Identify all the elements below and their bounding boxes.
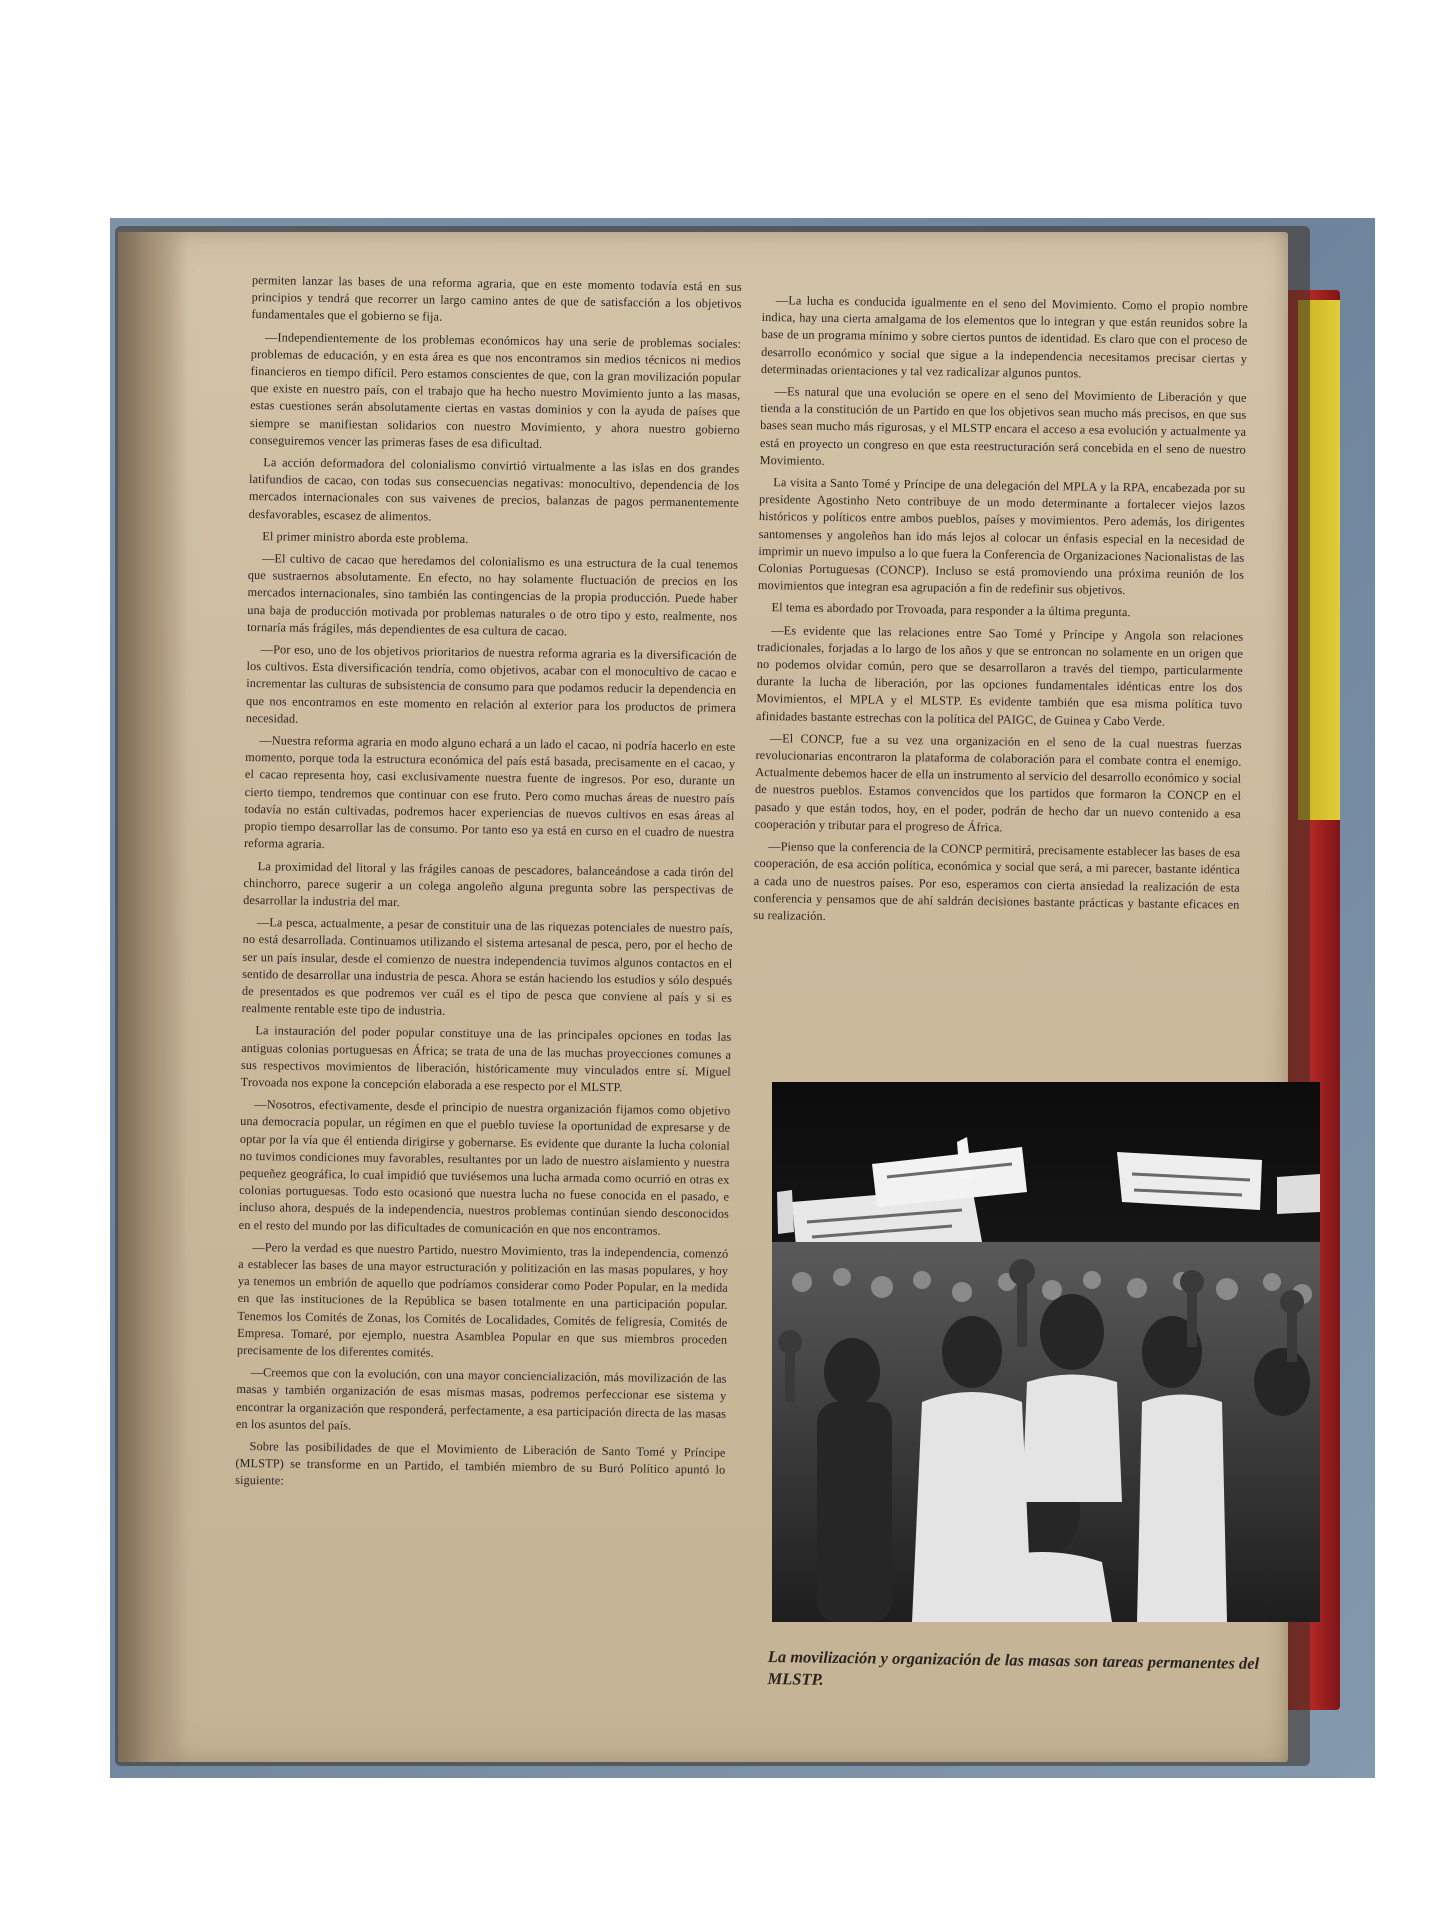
paragraph: —Por eso, uno de los objetivos prioritarios de nuestra reforma agraria es la diversificación de los cultivos. Esta diversificación tendría, como objetivos, acabar con el monocultivo de cacao e incrementar las culturas de subsistencia de consumo para que podamos reducir la dependencia en que nos encontramos en este momento en relación al exterior para los productos de primera necesidad.	[245, 642, 737, 726]
banner	[1277, 1174, 1320, 1214]
banner	[777, 1190, 794, 1234]
paragraph: —Es evidente que las relaciones entre Sao Tomé y Príncipe y Angola son relaciones tradicionales, forjadas a lo largo de los años y que se entroncan no solamente en un origen que no podemos olvidar común, pero que se desarrollaron a través del tiempo, particularmente durante la lucha de liberación, por las opciones fundamentales idénticas entre los dos Movimientos, el MPLA y el MLSTP. Es evidente también que esa misma política tuvo afinidades bastante estrechas con la política del PAIGC, de Guinea y Cabo Verde.	[755, 622, 1244, 729]
paragraph: La acción deformadora del colonialismo convirtió virtualmente a las islas en dos grandes latifundios de cacao, con todas sus consecuencias negativas: monocultivo, dependencia de los mercados internacionales con sus vaivenes de precios, balanzas de pagos permanentemente desfavorables, escasez de alimentos.	[248, 455, 740, 524]
white-shirts	[912, 1375, 1227, 1623]
paragraph: —Es natural que una evolución se opere en el seno del Movimiento de Liberación y que tienda a la constitución de un Partido en que los objetivos sean mucho más precisos, en que sus bases sean mucho más rigurosas, y el MLSTP encara el acceso a esa evolución y actualmente ya está en proyecto un congreso en que esta reestructuración será concebida en el seno de nuestro Movimiento.	[759, 384, 1247, 468]
paragraph: —El CONCP, fue a su vez una organización en el seno de la cual nuestras fuerzas revolucionarias encontraron la plataforma de colaboración para el combate contra el enemigo. Actualmente debemos hacer de ella un instrumento al servicio del desarrollo económico y social de nuestros pueblos. Estamos convencidos que los partidos que formaron la CONCP en el pasado y que están todos, hoy, en el poder, podrán de hecho dar un nuevo contenido a esa cooperación y tributar para el progreso de África.	[754, 731, 1242, 835]
paragraph: La proximidad del litoral y las frágiles canoas de pescadores, balanceándose a cada tirón del chinchorro, parece sugerir a un colega angoleño alguna pregunta sobre las perspectivas de desarrollar la industria del mar.	[243, 858, 734, 910]
page-gutter	[118, 232, 188, 1762]
article-left-column	[232, 272, 742, 1709]
paragraph: La visita a Santo Tomé y Príncipe de una delegación del MPLA y la RPA, encabezada por su presidente Agostinho Neto contribuye de un modo determinante a fortalecer viejos lazos históricos y políticos entre ambos pueblos, países y movimientos. Pero además, los dirigentes santomenses y angoleños han ido más lejos al colocar un énfasis especial en la necesidad de imprimir un nuevo impulso a lo que fuera la Conferencia de Organizaciones Nacionalistas de las Colonias Portuguesas (CONCP). Incluso se está promoviendo una próxima reunión de los movimientos que integran esa agrupación a fin de redefinir sus objetivos.	[757, 475, 1246, 598]
photo-caption: La movilización y organización de las masas son tareas permanentes del MLSTP.	[767, 1646, 1260, 1689]
paragraph: —La lucha es conducida igualmente en el seno del Movimiento. Como el propio nombre indica, hay una cierta amalgama de los elementos que lo integran y que están reunidos sobre la base de un programa mínimo y sobre ciertos puntos de identidad. Es claro que con el proceso de desarrollo económico y social que sigue a la independencia necesitamos precisar ciertas y determinadas orientaciones y tal vez radicalizar algunos puntos.	[760, 293, 1248, 381]
paragraph: —Nosotros, efectivamente, desde el principio de nuestra organización fijamos como objetivo una democracia popular, un régimen en que el pueblo tuviese la oportunidad de expresarse y de optar por la vía que él entienda dirigirse y gobernarse. Es evidente que durante la lucha colonial no tuvimos condiciones muy favorables, resultantes por un lado de nuestro aislamiento y nuestra pequeñez geográfica, lo cual impidió que tuviésemos una lucha armada como ocurrió en otras ex colonias portuguesas. Todo esto ocasionó que nuestra lucha no fuese conocida en el pasado, e incluso ahora, después de la independencia, nuestros problemas continúan siendo desconocidos en el resto del mundo por las dificultades de comunicación en que nos encontramos.	[238, 1097, 731, 1238]
article-right-column	[751, 292, 1248, 1069]
paragraph: —Independientemente de los problemas económicos hay una serie de problemas sociales: problemas de educación, y en esta área es que nos encontramos sin medios técnicos ni medios financieros en tiempo difícil. Pero estamos conscientes de que, con la gran movilización popular que existe en nuestro país, con el trabajo que ha hecho nuestro Movimiento junto a las masas, estas cuestiones serán absolutamente ciertas en vastas dominios y con la ayuda de países que siempre se manifiestan solidarios con nuestro Movimiento, y ahora nuestro gobierno conseguiremos vencer las primeras fases de esa dificultad.	[249, 329, 742, 451]
paragraph: La instauración del poder popular constituye una de las principales opciones en todas las antiguas colonias portuguesas en África; se trata de una de las muchas proyecciones comunes a sus respectivos movimientos de liberación, históricamente muy vinculados entre sí. Miguel Trovoada nos expone la concepción elaborada a ese respecto por el MLSTP.	[240, 1023, 732, 1095]
paragraph: —Pero la verdad es que nuestro Partido, nuestro Movimiento, tras la independencia, comenzó a establecer las bases de una mayor estructuración y politización en las masas populares, y hoy ya tenemos un embrión de aquello que podríamos considerar como Poder Popular, en la medida en que las instituciones de la República se basen totalmente en una participación popular. Tenemos los Comités de Zonas, los Comités de Localidades, Comités de feligresía, Comités de Empresa. Tomaré, por ejemplo, nuestra Asamblea Popular en que sus miembros proceden precisamente de los diferentes comités.	[236, 1239, 729, 1360]
rally-photo	[772, 1082, 1320, 1622]
paragraph: permiten lanzar las bases de una reforma agraria, que en este momento todavía está en sus principios y tendrá que recorrer un largo camino antes de que de satisfacción a los objetivos fundamentales que el gobierno se fija.	[251, 272, 742, 325]
paragraph: —Nuestra reforma agraria en modo alguno echará a un lado el cacao, ni podría hacerlo en este momento, porque toda la estructura económica del país está basada, precisamente en el cacao, y el cacao representa hoy, casi exclusivamente nuestra fuente de ingresos. Por eso, durante un cierto tiempo, tendremos que continuar con ese fruto. Pero como muchas áreas de nuestro país todavía no están cultivadas, podremos hacer experiencias de nuevos cultivos en esas áreas al propio tiempo desarrollar las de consumo. Por tanto eso ya está en curso en el cuadro de nuestra reforma agraria.	[243, 733, 736, 852]
paragraph: El tema es abordado por Trovoada, para responder a la última pregunta.	[771, 600, 1131, 620]
paragraph: El primer ministro aborda este problema.	[262, 529, 469, 546]
paragraph: Sobre las posibilidades de que el Movimiento de Liberación de Santo Tomé y Príncipe (MLSTP) se transforme en un Partido, el también miembro de su Buró Político apuntó lo siguiente:	[235, 1439, 726, 1488]
paragraph: —La pesca, actualmente, a pesar de constituir una de las riquezas potenciales de nuestro país, no está desarrollada. Continuamos utilizando el sistema artesanal de pesca, pero, por el hecho de ser un país insular, desde el comienzo de nuestra independencia tuvimos algunos contactos en el sentido de desarrollar una industria de pesca. Ahora se están haciendo los estudios y sólo después de presentados es que podremos ver cuál es el tipo de pesca que conviene al país y si es realmente rentable este tipo de industria.	[241, 915, 733, 1018]
rally-photo-drawing	[772, 1082, 1320, 1622]
paragraph: —Creemos que con la evolución, con una mayor conciencialización, más movilización de las masas y también organización de esas mismas masas, podremos perfeccionar ese sistema y encontrar la organización que responderá, perfectamente, a esa participación directa de las masas en los asuntos del país.	[235, 1365, 727, 1433]
paragraph: —El cultivo de cacao que heredamos del colonialismo es una estructura de la cual tenemos que sustraernos absolutamente. En efecto, no hay solamente fluctuación de precios en los mercados internacionales, sino también las contingencias de la propia producción. Puede haber una baja de producción motivada por problemas naturales o de otro tipo y esto, realmente, nos tornaría más frágiles, más dependientes de esa cultura de cacao.	[246, 551, 739, 639]
paragraph: —Pienso que la conferencia de la CONCP permitirá, precisamente establecer las bases de esa cooperación, de esa acción política, económica y social que será, a mi parecer, bastante idéntica a cada uno de nuestros países. Por eso, esperamos con cierta ansiedad la realización de esta conferencia y pensamos que de ahí saldrán decisiones bastante prácticas y bastante eficaces en su realización.	[753, 839, 1241, 923]
